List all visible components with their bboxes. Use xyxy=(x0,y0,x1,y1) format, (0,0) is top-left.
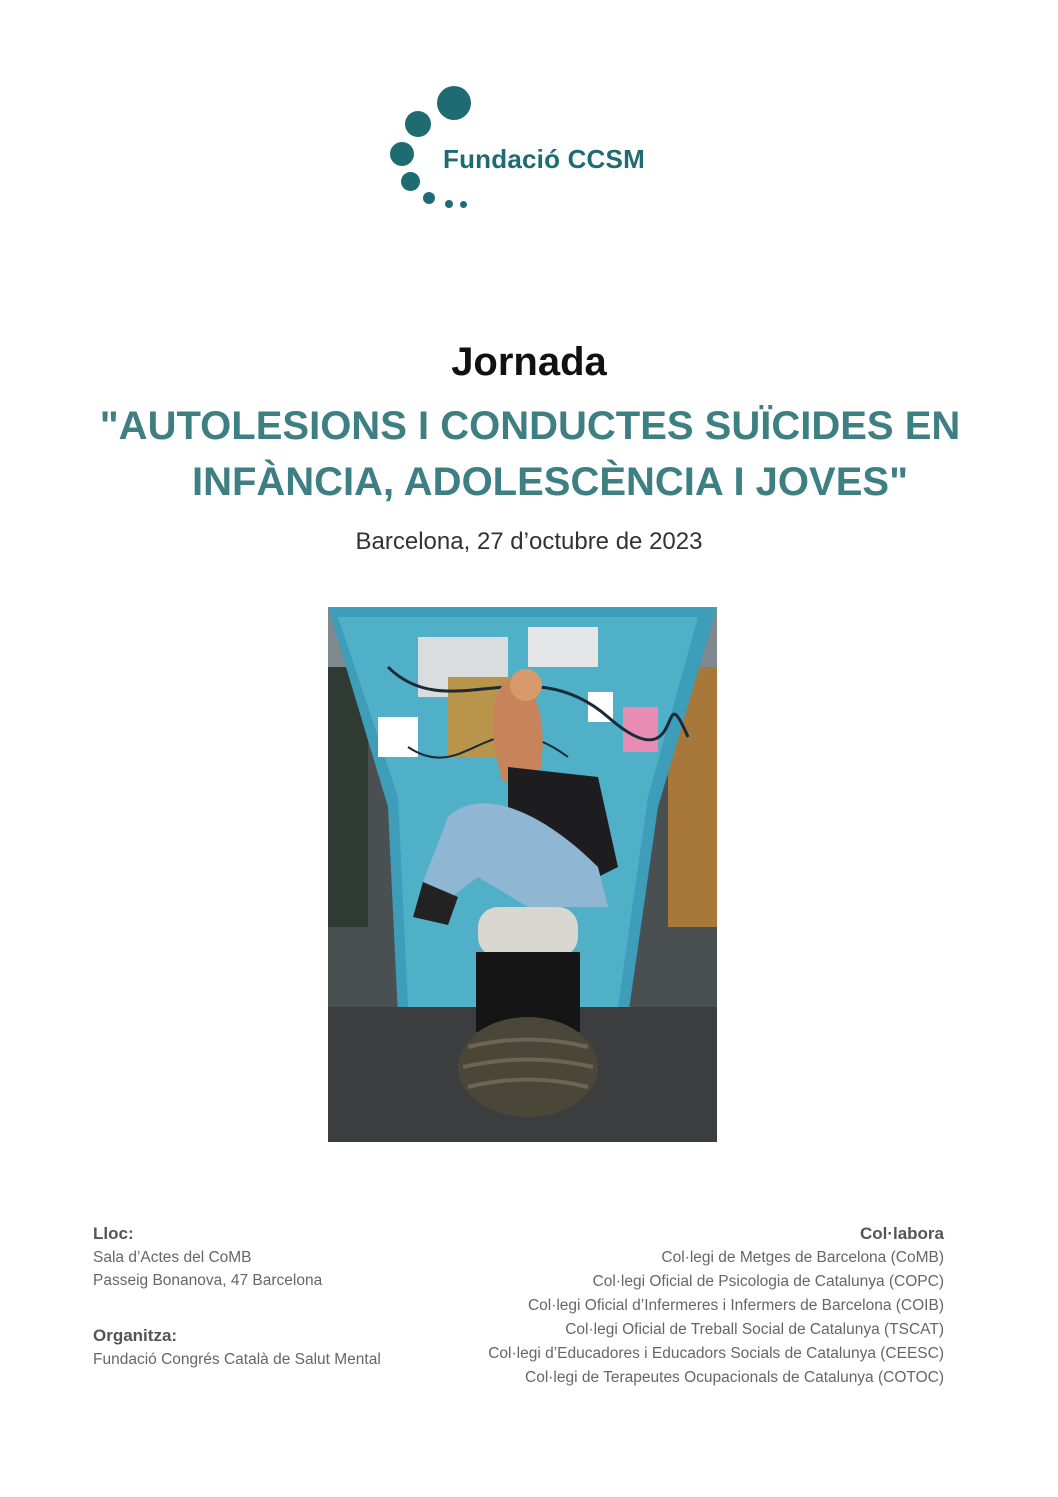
collaborators-label: Col·labora xyxy=(859,1224,944,1243)
event-title xyxy=(80,398,980,510)
collaborator-item: Col·legi Oficial de Treball Social de Catalunya (TSCAT) xyxy=(565,1321,944,1338)
event-type: Jornada xyxy=(451,340,607,384)
event-title-line2: INFÀNCIA, ADOLESCÈNCIA I JOVES" xyxy=(191,460,909,504)
collaborators xyxy=(464,1222,944,1390)
event-info-left xyxy=(93,1222,493,1371)
collaborator-item: Col·legi Oficial d’Infermeres i Infermers de Barcelona (COIB) xyxy=(527,1297,944,1314)
fundacio-ccsm-logo xyxy=(385,82,645,217)
event-title-line1: "AUTOLESIONS I CONDUCTES SUÏCIDES EN xyxy=(99,404,961,448)
cover-photo xyxy=(328,607,717,1142)
venue-line: Passeig Bonanova, 47 Barcelona xyxy=(93,1272,323,1289)
collaborator-item: Col·legi de Metges de Barcelona (CoMB) xyxy=(661,1249,944,1266)
event-date: Barcelona, 27 d’octubre de 2023 xyxy=(355,528,703,555)
cover-photo-illustration xyxy=(328,607,717,1142)
collaborator-item: Col·legi d’Educadores i Educadors Socials de Catalunya (CEESC) xyxy=(488,1345,944,1362)
logo-name: Fundació CCSM xyxy=(443,144,645,174)
logo-dot xyxy=(401,172,420,191)
logo-dot xyxy=(460,201,467,208)
logo-dot xyxy=(390,142,414,166)
logo-dot xyxy=(423,192,435,204)
organizer-label: Organitza: xyxy=(93,1326,178,1345)
venue-label: Lloc: xyxy=(93,1224,134,1243)
collaborator-item: Col·legi de Terapeutes Ocupacionals de Catalunya (COTOC) xyxy=(525,1369,944,1386)
logo-dot xyxy=(405,111,431,137)
collaborator-item: Col·legi Oficial de Psicologia de Catalunya (COPC) xyxy=(592,1273,944,1290)
logo-dot xyxy=(445,200,453,208)
organizer-line: Fundació Congrés Català de Salut Mental xyxy=(93,1351,381,1368)
logo-dot xyxy=(437,86,471,120)
venue-line: Sala d’Actes del CoMB xyxy=(93,1249,252,1266)
